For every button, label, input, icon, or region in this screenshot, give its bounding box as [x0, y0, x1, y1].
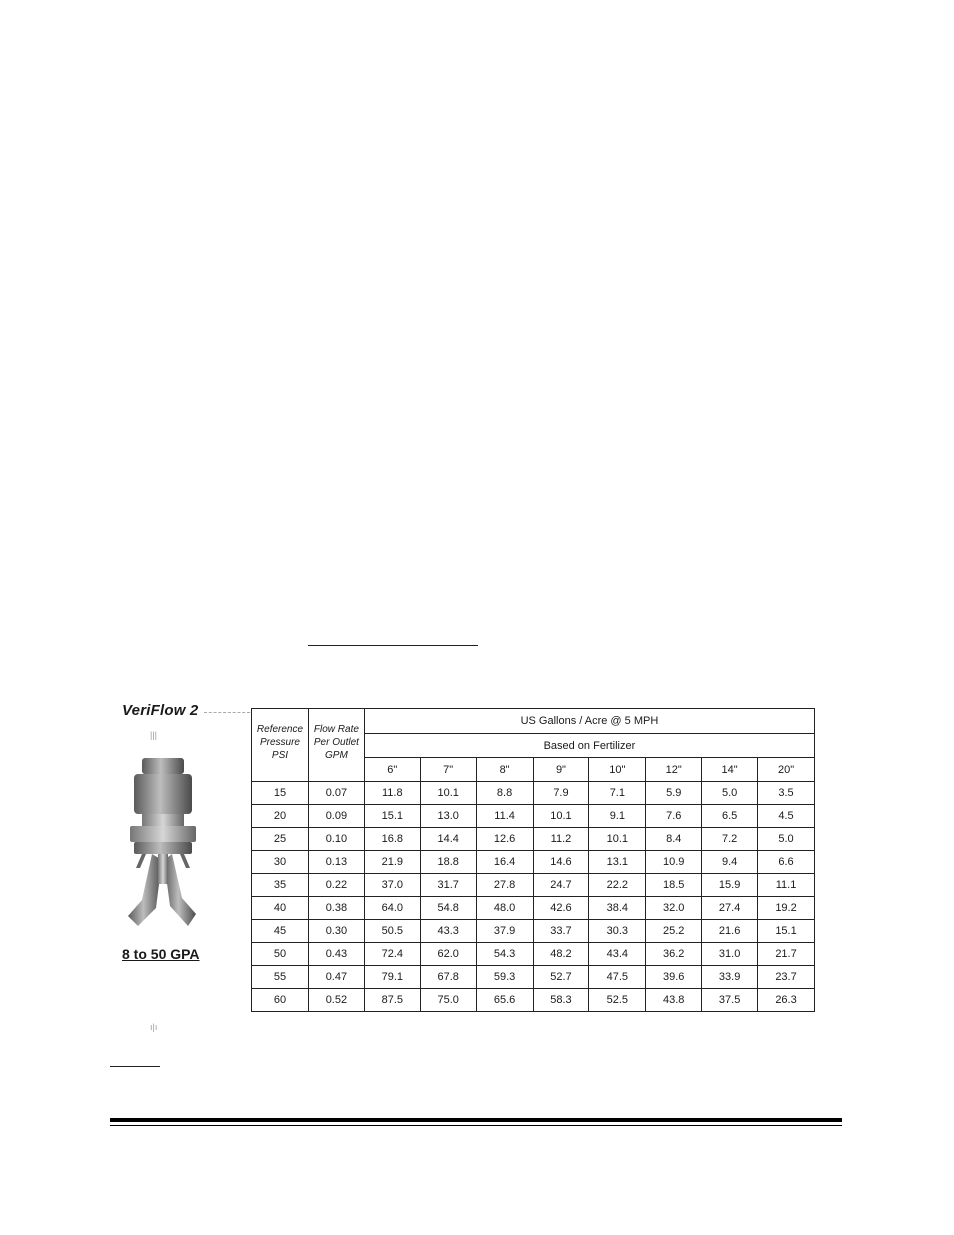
- table-row: [252, 943, 815, 966]
- gallons-per-acre-cell: 58.3: [533, 989, 589, 1012]
- gallons-per-acre-cell: 16.4: [476, 851, 533, 874]
- spacing-header: 20": [758, 758, 815, 782]
- flow-rate-cell: 0.43: [308, 943, 364, 966]
- gallons-per-acre-cell: 18.8: [420, 851, 476, 874]
- gallons-per-acre-cell: 31.7: [420, 874, 476, 897]
- gallons-per-acre-cell: 14.4: [420, 828, 476, 851]
- gallons-per-acre-cell: 7.9: [533, 782, 589, 805]
- gallons-per-acre-cell: 36.2: [646, 943, 702, 966]
- gallons-per-acre-cell: 54.8: [420, 897, 476, 920]
- bottom-mark: ı|ı: [150, 1022, 158, 1032]
- notes-underline: [110, 1066, 160, 1067]
- footer-rule: [110, 1118, 842, 1122]
- gallons-per-acre-cell: 24.7: [533, 874, 589, 897]
- gallons-per-acre-cell: 33.7: [533, 920, 589, 943]
- flow-rate-cell: 0.52: [308, 989, 364, 1012]
- table-row: [252, 805, 815, 828]
- gallons-per-acre-cell: 23.7: [758, 966, 815, 989]
- flow-rate-cell: 0.10: [308, 828, 364, 851]
- gallons-per-acre-cell: 59.3: [476, 966, 533, 989]
- gallons-per-acre-cell: 10.1: [533, 805, 589, 828]
- product-title: VeriFlow 2: [122, 702, 199, 719]
- gallons-per-acre-cell: 26.3: [758, 989, 815, 1012]
- gallons-per-acre-cell: 48.2: [533, 943, 589, 966]
- flow-rate-cell: 0.38: [308, 897, 364, 920]
- spacing-header: 12": [646, 758, 702, 782]
- flow-rate-table: [251, 708, 815, 1012]
- flow-rate-cell: 0.47: [308, 966, 364, 989]
- gallons-per-acre-cell: 52.7: [533, 966, 589, 989]
- gallons-per-acre-cell: 10.9: [646, 851, 702, 874]
- gallons-per-acre-cell: 15.9: [702, 874, 758, 897]
- gallons-per-acre-cell: 13.1: [589, 851, 646, 874]
- pressure-cell: 15: [252, 782, 309, 805]
- gallons-per-acre-cell: 18.5: [646, 874, 702, 897]
- gallons-per-acre-cell: 9.4: [702, 851, 758, 874]
- gallons-per-acre-cell: 12.6: [476, 828, 533, 851]
- gallons-per-acre-cell: 22.2: [589, 874, 646, 897]
- gallons-per-acre-cell: 37.5: [702, 989, 758, 1012]
- pressure-cell: 60: [252, 989, 309, 1012]
- spacing-header: 14": [702, 758, 758, 782]
- gallons-per-acre-cell: 4.5: [758, 805, 815, 828]
- pressure-cell: 30: [252, 851, 309, 874]
- gallons-per-acre-cell: 25.2: [646, 920, 702, 943]
- gallons-per-acre-cell: 43.3: [420, 920, 476, 943]
- table-row: [252, 851, 815, 874]
- gallons-per-acre-cell: 3.5: [758, 782, 815, 805]
- gallons-per-acre-cell: 8.8: [476, 782, 533, 805]
- table-body: [252, 782, 815, 1012]
- table-row: [252, 828, 815, 851]
- gallons-per-acre-cell: 67.8: [420, 966, 476, 989]
- pressure-cell: 35: [252, 874, 309, 897]
- table-row: [252, 989, 815, 1012]
- gallons-per-acre-cell: 11.1: [758, 874, 815, 897]
- underline-rule: [308, 645, 478, 646]
- gallons-per-acre-cell: 37.9: [476, 920, 533, 943]
- gpa-range-label: 8 to 50 GPA: [122, 946, 200, 962]
- gallons-per-acre-cell: 30.3: [589, 920, 646, 943]
- table-row: [252, 874, 815, 897]
- gallons-per-acre-cell: 65.6: [476, 989, 533, 1012]
- flow-rate-cell: 0.30: [308, 920, 364, 943]
- gallons-per-acre-cell: 15.1: [364, 805, 420, 828]
- table-row: [252, 782, 815, 805]
- gallons-per-acre-cell: 43.4: [589, 943, 646, 966]
- gallons-per-acre-cell: 27.4: [702, 897, 758, 920]
- gallons-per-acre-cell: 16.8: [364, 828, 420, 851]
- flow-rate-cell: 0.09: [308, 805, 364, 828]
- flow-rate-cell: 0.22: [308, 874, 364, 897]
- gallons-per-acre-cell: 11.4: [476, 805, 533, 828]
- gallons-per-acre-cell: 7.1: [589, 782, 646, 805]
- gallons-per-acre-cell: 52.5: [589, 989, 646, 1012]
- gallons-per-acre-cell: 47.5: [589, 966, 646, 989]
- footer-rule-thin: [110, 1125, 842, 1126]
- header-reference-pressure: Reference Pressure PSI: [252, 709, 309, 782]
- gallons-per-acre-cell: 43.8: [646, 989, 702, 1012]
- gallons-per-acre-cell: 42.6: [533, 897, 589, 920]
- gallons-per-acre-cell: 27.8: [476, 874, 533, 897]
- gallons-per-acre-cell: 5.0: [758, 828, 815, 851]
- pressure-cell: 55: [252, 966, 309, 989]
- gallons-per-acre-cell: 33.9: [702, 966, 758, 989]
- gallons-per-acre-cell: 5.9: [646, 782, 702, 805]
- top-mark: |||: [150, 730, 158, 740]
- gallons-per-acre-cell: 6.5: [702, 805, 758, 828]
- table-row: [252, 966, 815, 989]
- gallons-per-acre-cell: 10.1: [589, 828, 646, 851]
- gallons-per-acre-cell: 14.6: [533, 851, 589, 874]
- gallons-per-acre-cell: 21.6: [702, 920, 758, 943]
- gallons-per-acre-cell: 37.0: [364, 874, 420, 897]
- spacing-header: 9": [533, 758, 589, 782]
- gallons-per-acre-cell: 72.4: [364, 943, 420, 966]
- gallons-per-acre-cell: 9.1: [589, 805, 646, 828]
- gallons-per-acre-cell: 38.4: [589, 897, 646, 920]
- pressure-cell: 40: [252, 897, 309, 920]
- header-based-on-fertilizer: Based on Fertilizer: [364, 734, 814, 758]
- gallons-per-acre-cell: 62.0: [420, 943, 476, 966]
- gallons-per-acre-cell: 50.5: [364, 920, 420, 943]
- gallons-per-acre-cell: 64.0: [364, 897, 420, 920]
- spacing-header: 6": [364, 758, 420, 782]
- gallons-per-acre-cell: 21.7: [758, 943, 815, 966]
- gallons-per-acre-cell: 21.9: [364, 851, 420, 874]
- gallons-per-acre-cell: 8.4: [646, 828, 702, 851]
- gallons-per-acre-cell: 10.1: [420, 782, 476, 805]
- spacing-header: 8": [476, 758, 533, 782]
- table-row: [252, 897, 815, 920]
- header-flow-rate: Flow Rate Per Outlet GPM: [308, 709, 364, 782]
- pressure-cell: 50: [252, 943, 309, 966]
- pressure-cell: 20: [252, 805, 309, 828]
- gallons-per-acre-cell: 19.2: [758, 897, 815, 920]
- flow-rate-cell: 0.07: [308, 782, 364, 805]
- header-us-gallons-per-acre: US Gallons / Acre @ 5 MPH: [364, 709, 814, 734]
- pressure-cell: 25: [252, 828, 309, 851]
- gallons-per-acre-cell: 48.0: [476, 897, 533, 920]
- title-dash-rule: [204, 712, 250, 713]
- gallons-per-acre-cell: 15.1: [758, 920, 815, 943]
- table-row: [252, 920, 815, 943]
- spacing-header: 7": [420, 758, 476, 782]
- gallons-per-acre-cell: 7.6: [646, 805, 702, 828]
- gallons-per-acre-cell: 11.2: [533, 828, 589, 851]
- gallons-per-acre-cell: 7.2: [702, 828, 758, 851]
- pressure-cell: 45: [252, 920, 309, 943]
- gallons-per-acre-cell: 6.6: [758, 851, 815, 874]
- gallons-per-acre-cell: 31.0: [702, 943, 758, 966]
- spacing-header: 10": [589, 758, 646, 782]
- gallons-per-acre-cell: 87.5: [364, 989, 420, 1012]
- gallons-per-acre-cell: 54.3: [476, 943, 533, 966]
- veriflow-product-image: [112, 730, 222, 940]
- gallons-per-acre-cell: 5.0: [702, 782, 758, 805]
- gallons-per-acre-cell: 79.1: [364, 966, 420, 989]
- gallons-per-acre-cell: 32.0: [646, 897, 702, 920]
- gallons-per-acre-cell: 39.6: [646, 966, 702, 989]
- gallons-per-acre-cell: 13.0: [420, 805, 476, 828]
- gallons-per-acre-cell: 11.8: [364, 782, 420, 805]
- gallons-per-acre-cell: 75.0: [420, 989, 476, 1012]
- flow-rate-cell: 0.13: [308, 851, 364, 874]
